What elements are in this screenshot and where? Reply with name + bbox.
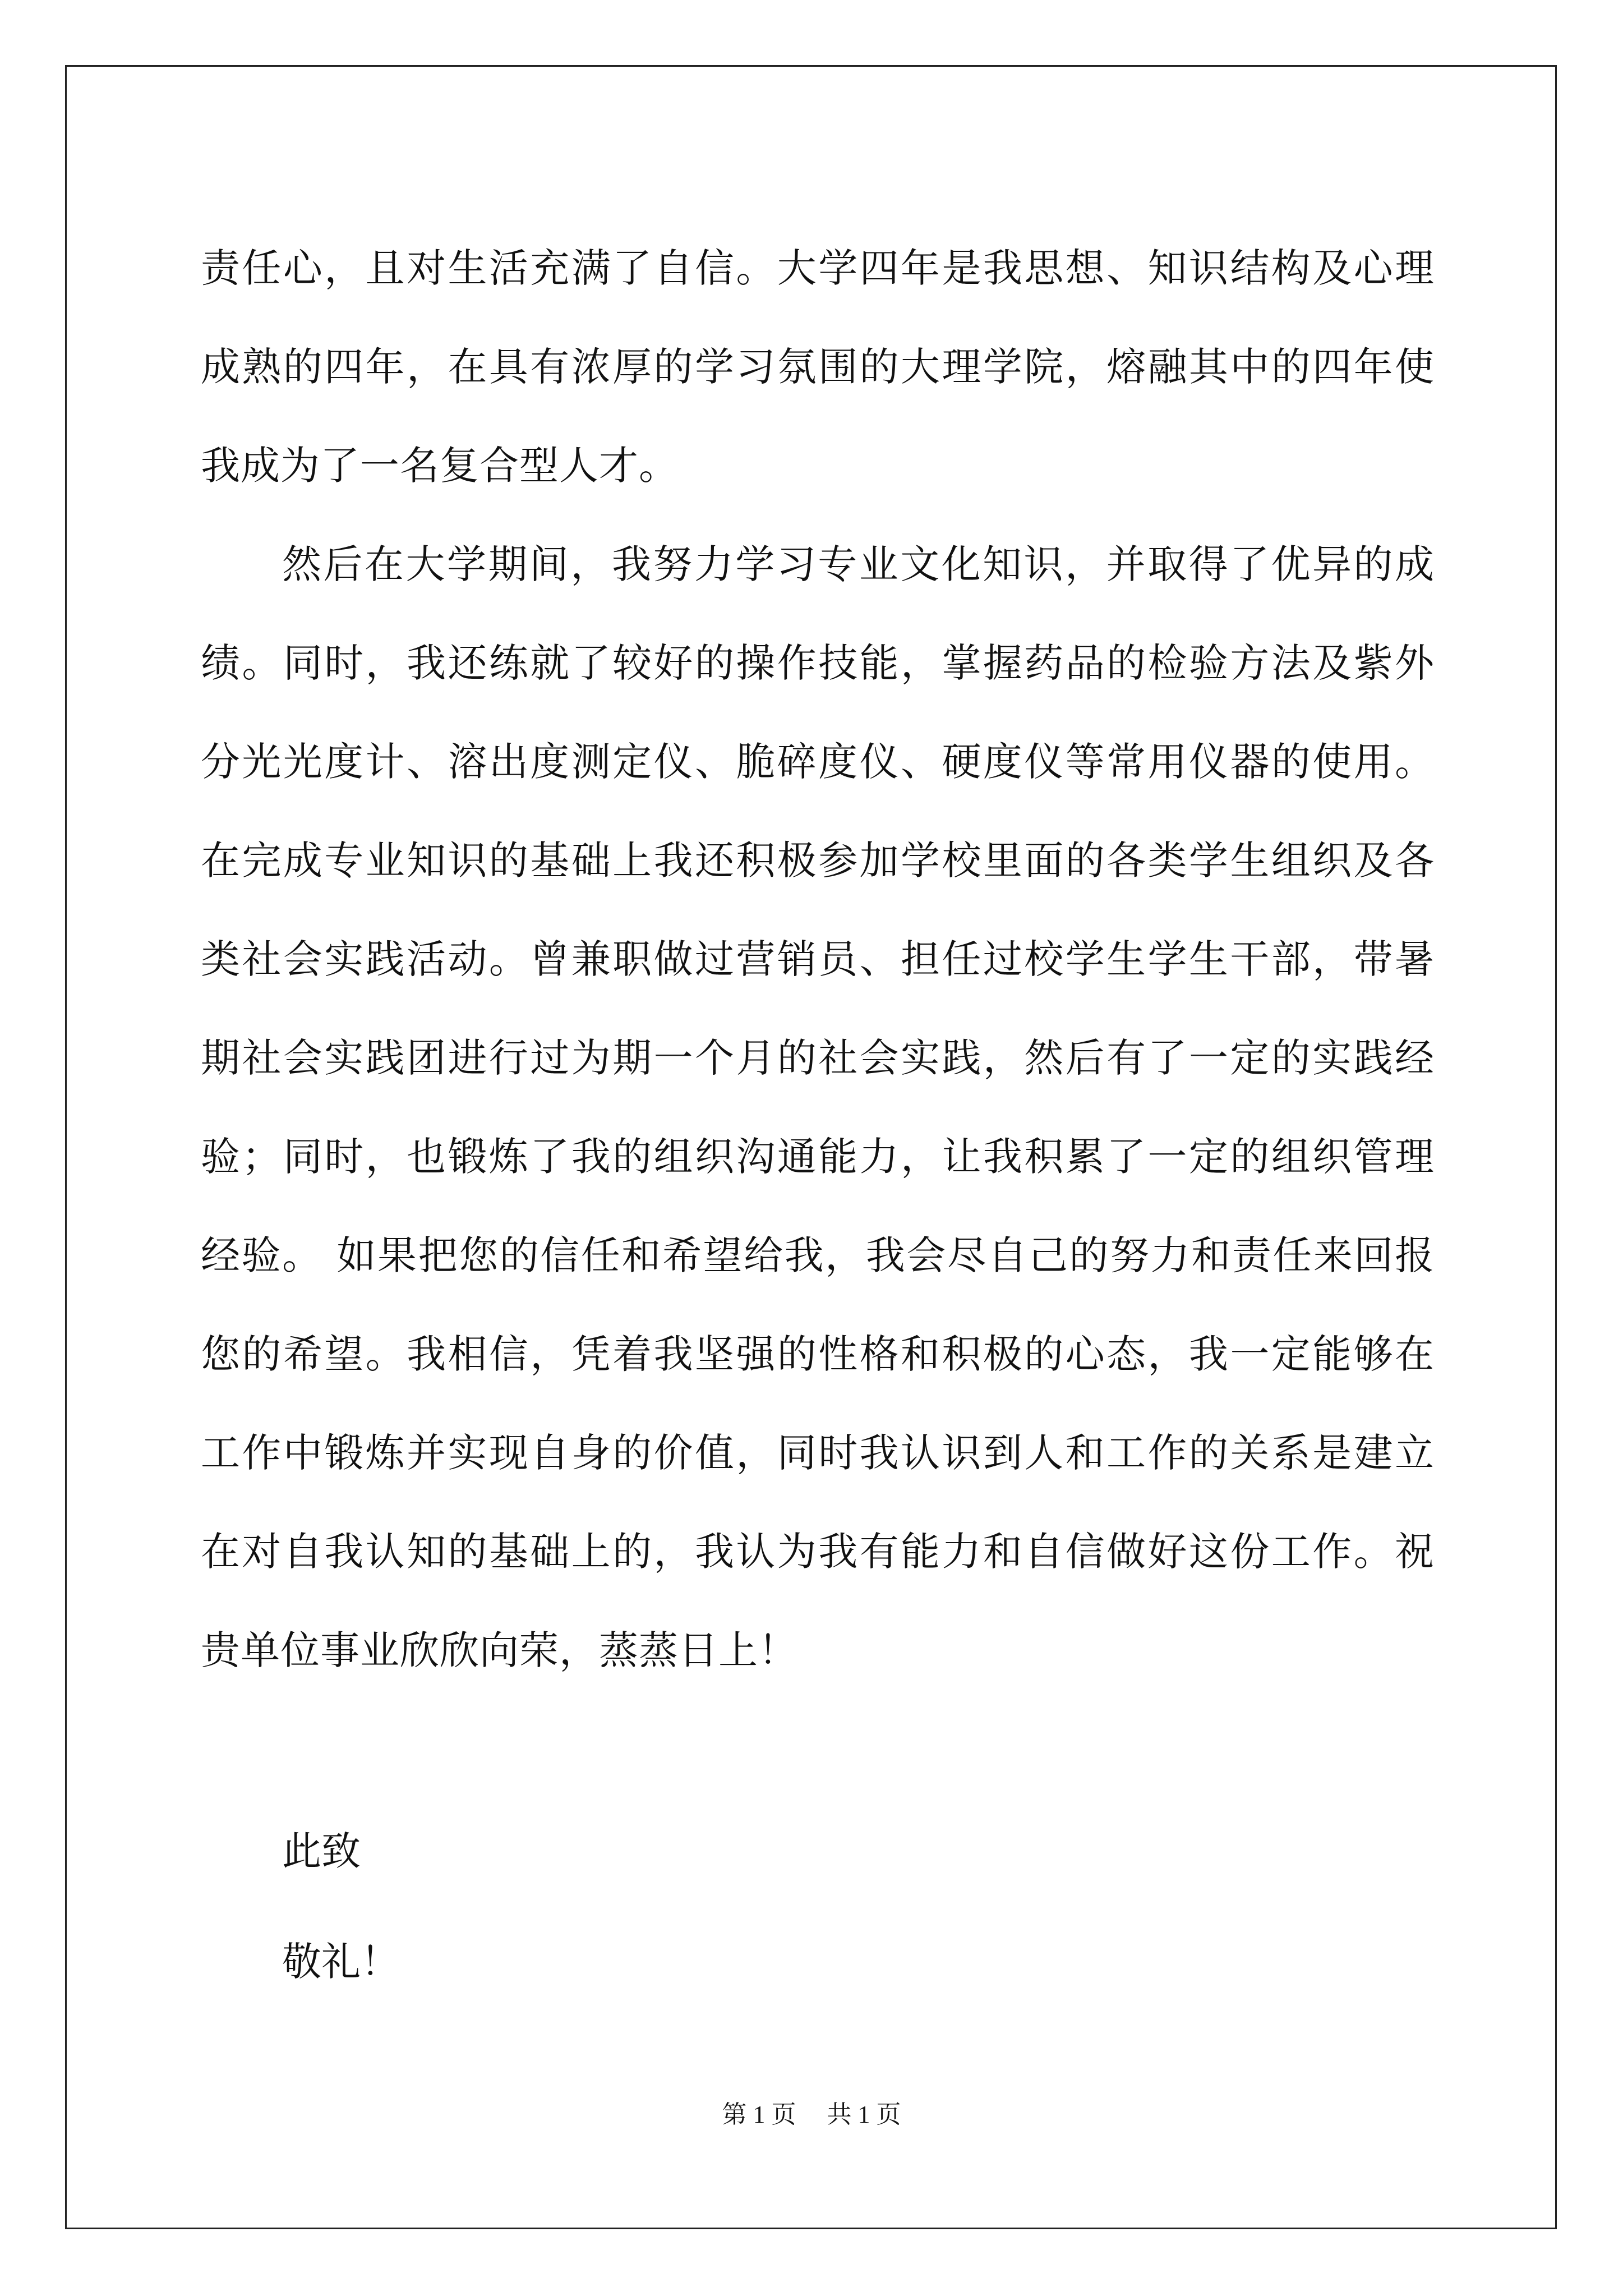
body-line: 在完成专业知识的基础上我还积极参加学校里面的各类学生组织及各	[201, 838, 1435, 884]
body-line: 类社会实践活动。曾兼职做过营销员、担任过校学生学生干部，带暑	[201, 936, 1435, 982]
body-line: 绩。同时，我还练就了较好的操作技能，掌握药品的检验方法及紫外	[201, 640, 1435, 686]
body-line: 期社会实践团进行过为期一个月的社会实践，然后有了一定的实践经	[201, 1035, 1435, 1081]
body-line: 然后在大学期间，我努力学习专业文化知识，并取得了优异的成	[282, 541, 1435, 587]
body-line: 验；同时，也锻炼了我的组织沟通能力，让我积累了一定的组织管理	[201, 1134, 1435, 1180]
closing-salutation: 此致	[282, 1828, 361, 1874]
closing-regards: 敬礼！	[282, 1939, 400, 1985]
body-line: 在对自我认知的基础上的，我认为我有能力和自信做好这份工作。祝	[201, 1529, 1435, 1575]
body-line: 您的希望。我相信，凭着我坚强的性格和积极的心态，我一定能够在	[201, 1331, 1435, 1377]
body-line: 责任心，且对生活充满了自信。大学四年是我思想、知识结构及心理	[201, 245, 1435, 291]
body-line: 贵单位事业欣欣向荣，蒸蒸日上！	[201, 1627, 798, 1673]
letter-body	[201, 219, 1435, 1700]
body-line: 工作中锻炼并实现自身的价值，同时我认识到人和工作的关系是建立	[201, 1430, 1435, 1476]
body-line: 成熟的四年，在具有浓厚的学习氛围的大理学院，熔融其中的四年使	[201, 344, 1435, 390]
body-line: 经验。 如果把您的信任和希望给我，我会尽自己的努力和责任来回报	[201, 1232, 1435, 1278]
page-footer: 第 1 页 共 1 页	[722, 2101, 901, 2128]
body-line: 分光光度计、溶出度测定仪、脆碎度仪、硬度仪等常用仪器的使用。	[201, 739, 1435, 785]
body-line: 我成为了一名复合型人才。	[201, 443, 679, 489]
